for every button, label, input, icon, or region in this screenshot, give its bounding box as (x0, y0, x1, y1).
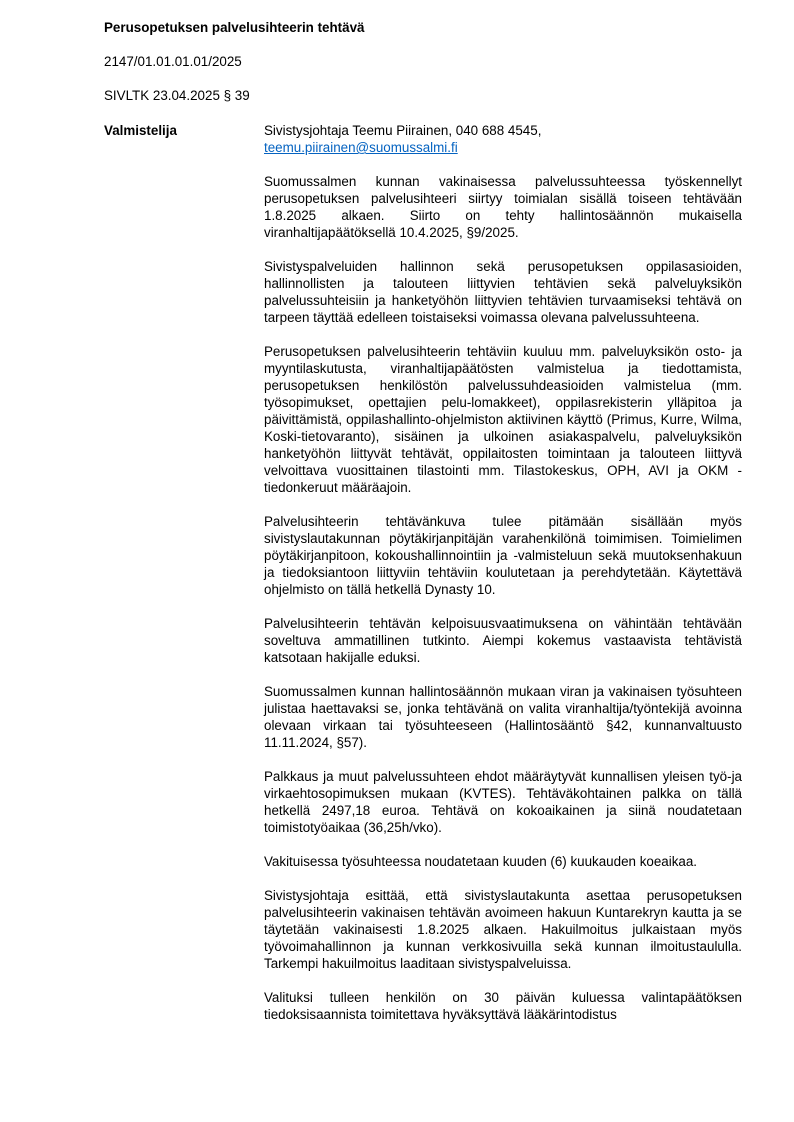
body-paragraphs (264, 173, 742, 1023)
paragraph-job-description: Palvelusihteerin tehtävänkuva tulee pitämään sisällään myös sivistyslautakunnan pöytäkirjanpitäjän varahenkilönä toimimisen. Toimielimen pöytäkirjanpitoon, kokoushallinnointiin ja -valmisteluun sekä muutoksenhakuun ja tiedoksiantoon liittyviin tehtäviin koulutetaan ja perehdytetään. Käytettävä ohjelmisto on tällä hetkellä Dynasty 10. (264, 514, 742, 597)
document-body (264, 122, 742, 1023)
paragraph-need: Sivistyspalveluiden hallinnon sekä perusopetuksen oppilasasioiden, hallinnollisten ja talouteen liittyvien tehtävien sekä palveluyksikön palvelussuhteisiin ja hanketyöhön liittyvien tehtävien turvaamiseksi tehtävä on tarpeen täyttää edelleen toistaiseksi voimassa olevana palvelussuhteena. (264, 259, 742, 325)
paragraph-medical-certificate: Valituksi tulleen henkilön on 30 päivän kuluessa valintapäätöksen tiedoksisaannista toimitettava hyväksyttävä lääkärintodistus (264, 990, 742, 1022)
paragraph-trial-period: Vakituisessa työsuhteessa noudatetaan kuuden (6) kuukauden koeaikaa. (264, 854, 698, 869)
paragraph-qualifications: Palvelusihteerin tehtävän kelpoisuusvaatimuksena on vähintään tehtävään soveltuva ammatillinen tutkinto. Aiempi kokemus vastaavista tehtävistä katsotaan hakijalle eduksi. (264, 616, 742, 665)
preparer-label: Valmistelija (104, 123, 177, 138)
preparer-info (264, 122, 742, 156)
paragraph-transfer: Suomussalmen kunnan vakinaisessa palvelussuhteessa työskennellyt perusopetuksen palvelusihteeri siirtyy toimialan sisällä toiseen tehtävään 1.8.2025 alkaen. Siirto on tehty hallintosäännön mukaisella viranhaltijapäätöksellä 10.4.2025, §9/2025. (264, 174, 742, 240)
preparer-email-link[interactable]: teemu.piirainen@suomussalmi.fi (264, 140, 458, 155)
document-title: Perusopetuksen palvelusihteerin tehtävä (104, 20, 365, 35)
paragraph-duties: Perusopetuksen palvelusihteerin tehtäviin kuuluu mm. palveluyksikön osto- ja myyntilaskutusta, viranhaltijapäätösten valmistelua ja tiedottamista, perusopetuksen henkilöstön palvelussuhdeasioiden valmistelua (mm. työsopimukset, opettajien pelu-lomakkeet), oppilasrekisterin ylläpitoa ja päivittämistä, oppilashallinto-ohjelmiston aktiivinen käyttö (Primus, Kurre, Wilma, Koski-tietovaranto), sisäinen ja ulkoinen asiakaspalvelu, palveluyksikön hanketyöhön liittyvät tehtävät, oppilaitosten toimintaan ja talouteen liittyvä velvoittava vuosittainen tilastointi mm. Tilastokeskus, OPH, AVI ja OKM -tiedonkeruut määräajoin. (264, 344, 742, 495)
preparer-name: Sivistysjohtaja Teemu Piirainen, 040 688 4545, (264, 123, 542, 138)
document-number: 2147/01.01.01.01/2025 (104, 54, 242, 69)
paragraph-salary: Palkkaus ja muut palvelussuhteen ehdot määräytyvät kunnallisen yleisen työ-ja virkaehtosopimuksen mukaan (KVTES). Tehtäväkohtainen palkka on tällä hetkellä 2497,18 euroa. Tehtävä on kokoaikainen ja siinä noudatetaan toimistotyöaikaa (36,25h/vko). (264, 769, 742, 835)
meeting-reference: SIVLTK 23.04.2025 § 39 (104, 88, 250, 103)
paragraph-authority: Suomussalmen kunnan hallintosäännön mukaan viran ja vakinaisen työsuhteen julistaa haettavaksi se, jonka tehtävänä on valita viranhaltija/työntekijä avoinna olevaan virkaan tai työsuhteeseen (Hallintosääntö §42, kunnanvaltuusto 11.11.2024, §57). (264, 684, 742, 750)
paragraph-proposal: Sivistysjohtaja esittää, että sivistyslautakunta asettaa perusopetuksen palvelusihteerin vakinaisen tehtävän avoimeen hakuun Kuntarekryn kautta ja se täytetään vakinaisesti 1.8.2025 alkaen. Hakuilmoitus julkaistaan myös työvoimahallinnon ja kunnan verkkosivuilla sekä kunnan ilmoitustaululla. Tarkempi hakuilmoitus laaditaan sivistyspalveluissa. (264, 888, 742, 971)
